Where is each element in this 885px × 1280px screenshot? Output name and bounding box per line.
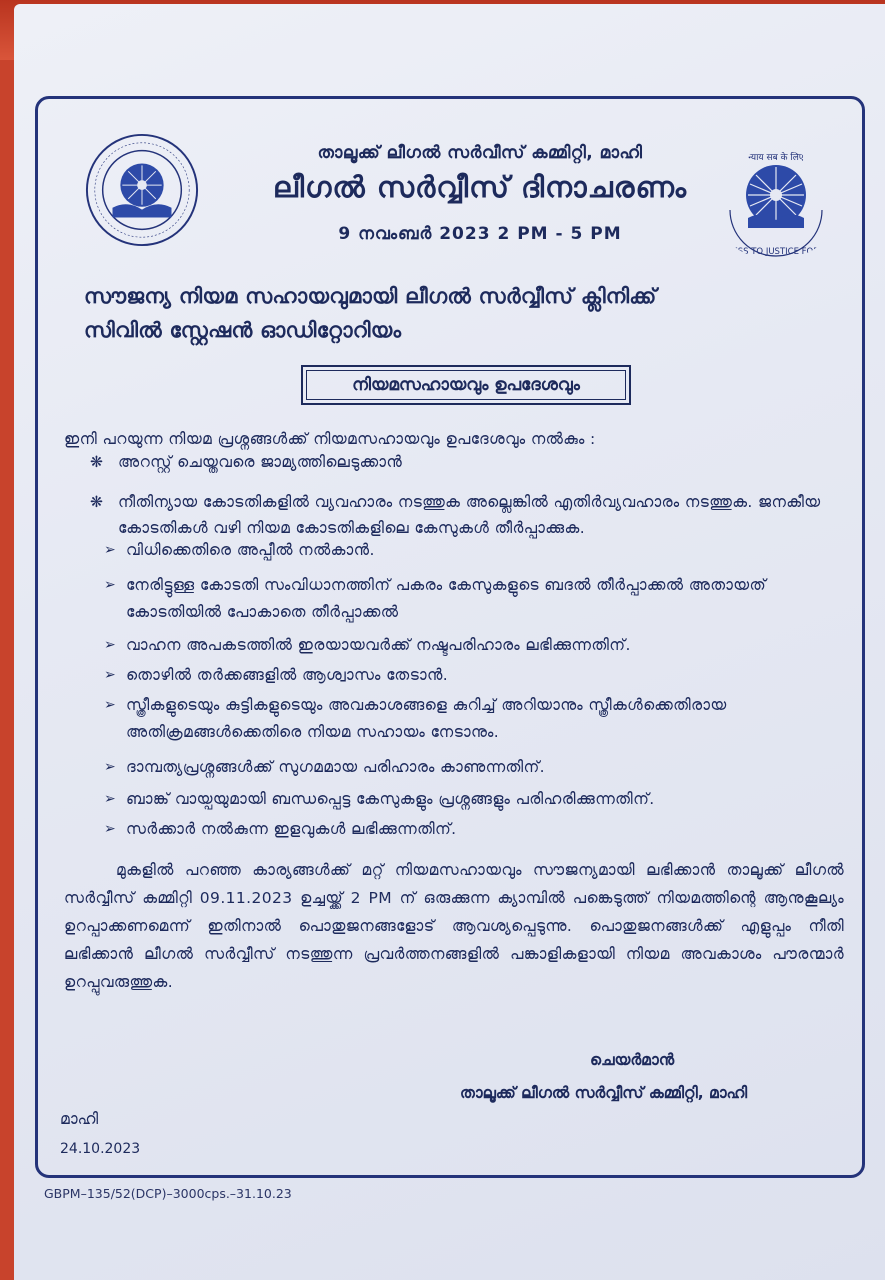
intro-text: ഇനി പറയുന്ന നിയമ പ്രശ്നങ്ങൾക്ക് നിയമസഹായവും ഉപദേശവും നൽകും : [64,430,596,448]
svg-text:ACCESS TO JUSTICE FOR ALL: ACCESS TO JUSTICE FOR ALL [714,247,838,257]
headline-line-2: സിവിൽ സ്റ്റേഷൻ ഓഡിറ്റോറിയം [84,318,402,342]
list-item-text: വാഹന അപകടത്തിൽ ഇരയായവർക്ക് നഷ്ടപരിഹാരം ലഭിക്കുന്നതിന്. [126,636,631,654]
list-item-text: സ്ത്രീകളുടെയും കുട്ടികളുടെയും അവകാശങ്ങളെ കുറിച്ച് അറിയാനും സ്ത്രീകൾക്കെതിരായ അതിക്രമങ്ങൾക്കെതിരെ നിയമ സഹായം നേടാനും. [126,696,727,741]
signatory-organisation: താലൂക്ക് ലീഗൽ സർവ്വീസ് കമ്മിറ്റി, മാഹി [460,1084,748,1102]
appeal-paragraph: മുകളിൽ പറഞ്ഞ കാര്യങ്ങൾക്ക് മറ്റ് നിയമസഹായവും സൗജന്യമായി ലഭിക്കാൻ താലൂക്ക് ലീഗൽ സർവ്വീസ് കമ്മിറ്റി 09.11.2023 ഉച്ചയ്ക്ക് 2 PM ന് ഒരുക്കുന്ന ക്യാമ്പിൽ പങ്കെടുത്ത് നിയമത്തിന്റെ ആനുകൂല്യം ഉറപ്പാക്കണമെന്ന് ഇതിനാൽ പൊതുജനങ്ങളോട് ആവശ്യപ്പെടുന്നു. പൊതുജനങ്ങൾക്ക് എളുപ്പം നീതി ലഭിക്കാൻ ലീഗൽ സർവ്വീസ് നടത്തുന്ന പ്രവർത്തനങ്ങളിൽ പങ്കാളികളായി നിയമ അവകാശം പൗരന്മാർ ഉറപ്പുവരുത്തുക. [64,861,844,991]
list-item-text: നേരിട്ടുള്ള കോടതി സംവിധാനത്തിന് പകരം കേസുകളുടെ ബദൽ തീർപ്പാക്കൽ അതായത് കോടതിയിൽ പോകാതെ തീർപ്പാക്കൽ [126,576,767,621]
list-item-text: ബാങ്ക് വായ്പയുമായി ബന്ധപ്പെട്ട കേസുകളും പ്രശ്നങ്ങളും പരിഹരിക്കുന്നതിന്. [126,790,655,808]
arrow-bullet-icon: ➢ [104,697,117,713]
arrow-bullet-icon: ➢ [104,821,117,837]
list-item [104,754,844,781]
event-date-time: 9 നവംബർ 2023 2 PM - 5 PM [338,224,622,244]
arrow-bullet-icon: ➢ [104,637,117,653]
print-reference: GBPM–135/52(DCP)–3000cps.–31.10.23 [44,1186,292,1201]
arrow-bullet-icon: ➢ [104,542,117,558]
signatory-title: ചെയർമാൻ [590,1051,675,1069]
arrow-bullet-icon: ➢ [104,577,117,593]
headline [84,279,844,347]
issue-place: മാഹി [60,1110,99,1128]
headline-line-1: സൗജന്യ നിയമ സഹായവുമായി ലീഗൽ സർവ്വീസ് ക്ലിനിക്ക് [84,284,657,308]
svg-text:न्याय सब के लिए: न्याय सब के लिए [748,153,804,163]
legal-services-authority-emblem-icon [83,131,201,249]
list-item [104,537,844,564]
arrow-bullet-icon: ➢ [104,759,117,775]
star-bullet-icon: ❋ [90,493,104,511]
section-title: നിയമസഹായവും ഉപദേശവും [352,375,580,395]
list-item-text: ദാമ്പത്യപ്രശ്നങ്ങൾക്ക് സുഗമമായ പരിഹാരം കാണുന്നതിന്. [126,758,545,776]
list-item-text: നീതിന്യായ കോടതികളിൽ വ്യവഹാരം നടത്തുക അല്ലെങ്കിൽ എതിർവ്യവഹാരം നടത്തുക. ജനകീയ കോടതികൾ വഴി നിയമ കോടതികളിലെ കേസുകൾ തീർപ്പാക്കുക. [118,493,821,537]
list-item-text: തൊഴിൽ തർക്കങ്ങളിൽ ആശ്വാസം തേടാൻ. [126,666,449,684]
section-title-box [301,365,631,405]
list-item [104,786,844,813]
list-item [104,816,844,843]
committee-name: താലൂക്ക് ലീഗൽ സർവീസ് കമ്മിറ്റി, മാഹി [317,143,643,163]
page-title: ലീഗൽ സർവ്വീസ് ദിനാചരണം [272,170,688,204]
list-item [104,632,844,659]
star-bullet-icon: ❋ [90,453,104,471]
issue-date: 24.10.2023 [60,1141,141,1157]
list-item [90,489,850,541]
arrow-bullet-icon: ➢ [104,791,117,807]
list-item-text: വിധിക്കെതിരെ അപ്പീൽ നൽകാൻ. [126,541,375,559]
list-item [104,662,844,689]
arrow-bullet-icon: ➢ [104,667,117,683]
list-item [90,449,850,475]
list-item-text: സർക്കാർ നൽകുന്ന ഇളവുകൾ ലഭിക്കുന്നതിന്. [126,820,457,838]
list-item [104,572,844,626]
list-item-text: അറസ്റ്റ് ചെയ്തവരെ ജാമ്യത്തിലെടുക്കാൻ [118,453,403,471]
list-item [104,692,844,746]
